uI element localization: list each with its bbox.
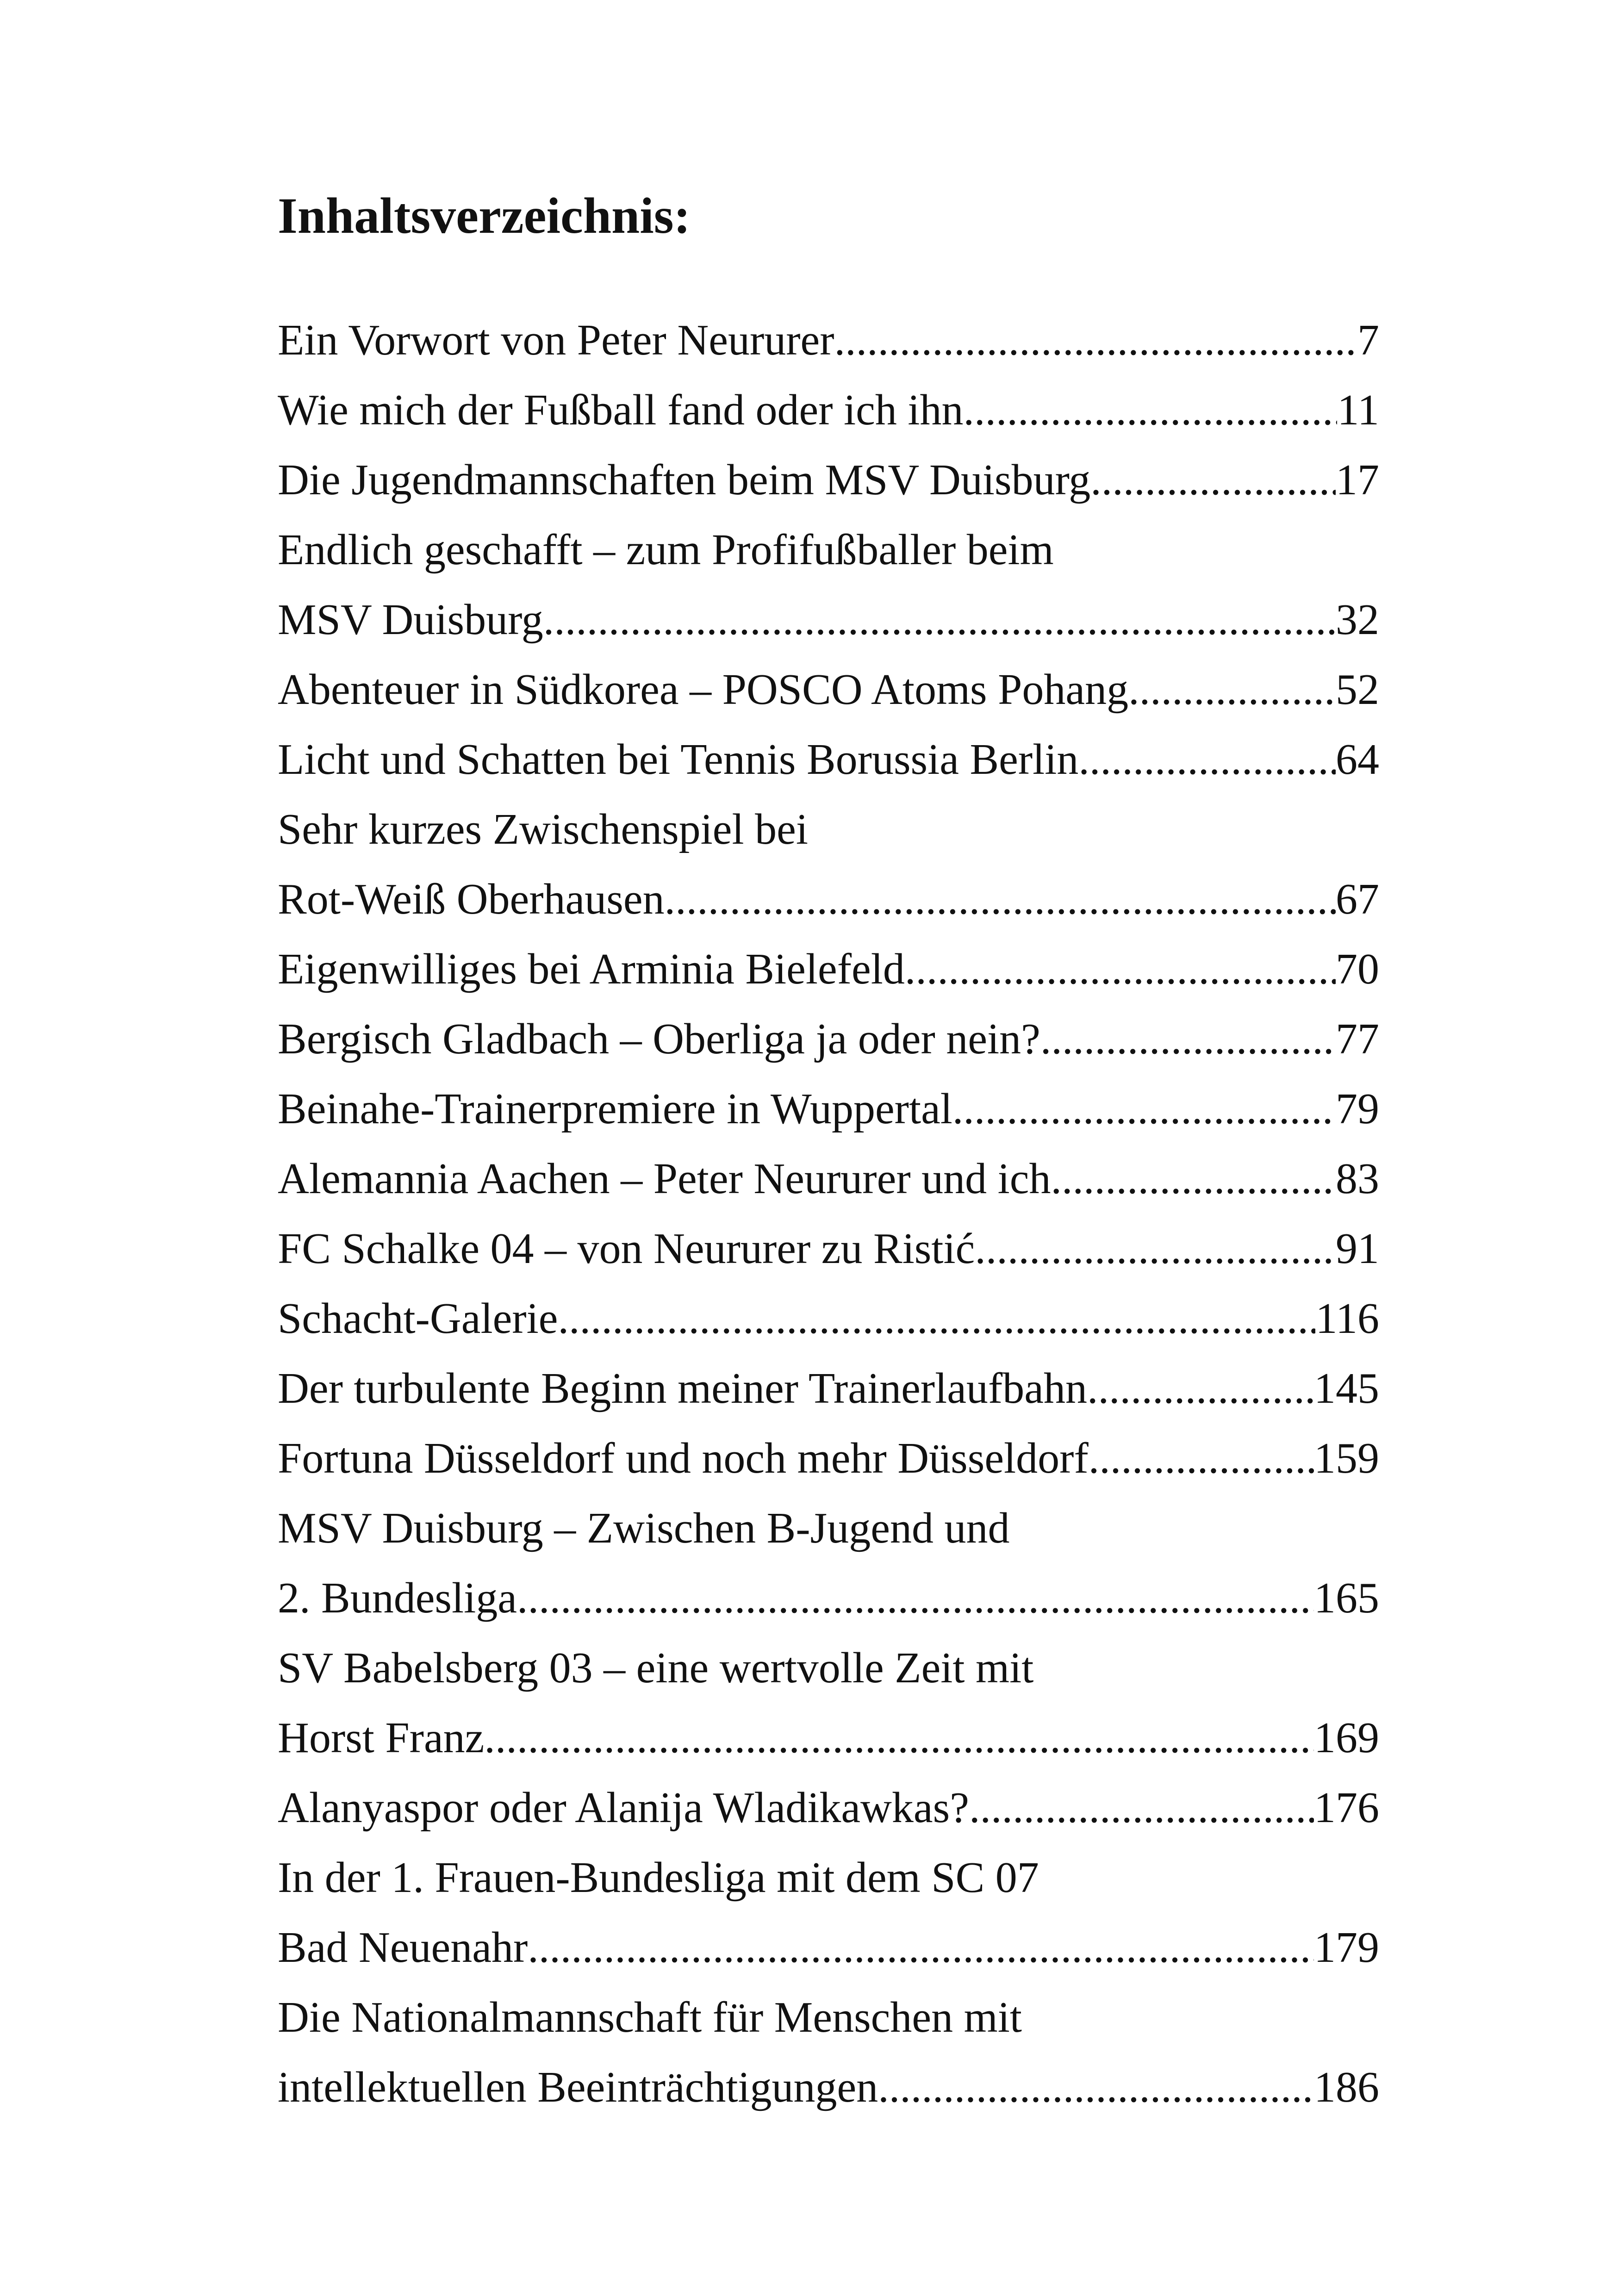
toc-dot-leader: [665, 865, 1336, 934]
toc-entry-title: Fortuna Düsseldorf und noch mehr Düsseldorf: [278, 1434, 1089, 1482]
toc-dot-leader: [1090, 445, 1336, 515]
toc-dot-leader: [1040, 1004, 1336, 1074]
toc-entry-title: Der turbulente Beginn meiner Trainerlaufbahn: [278, 1364, 1087, 1412]
toc-entry-title: MSV Duisburg: [278, 596, 543, 644]
toc-entry-line: [278, 1703, 1379, 1773]
toc-entry-line: [278, 1773, 1379, 1843]
toc-entry: [278, 1284, 1379, 1354]
toc-entry-line: [278, 1633, 1379, 1703]
toc-entry: [278, 1074, 1379, 1144]
toc-entry-line: [278, 1983, 1379, 2053]
toc-dot-leader: [975, 1214, 1336, 1284]
toc-entry-title: Rot-Weiß Oberhausen: [278, 875, 665, 923]
toc-entry: [278, 1424, 1379, 1493]
toc-entry-title: Ein Vorwort von Peter Neururer: [278, 316, 834, 364]
toc-entry-title: Bad Neuenahr: [278, 1923, 528, 1972]
toc-entry-line: [278, 1284, 1379, 1354]
toc-entry-title: Beinahe-Trainerpremiere in Wuppertal: [278, 1085, 952, 1133]
toc-entry: [278, 1493, 1379, 1633]
toc-entry: [278, 1983, 1379, 2122]
toc-page-number: 64: [1336, 735, 1379, 784]
toc-dot-leader: [517, 1563, 1314, 1633]
toc-entry-title: Endlich geschafft – zum Profifußballer beim: [278, 526, 1054, 574]
toc-page-number: 67: [1336, 875, 1379, 923]
toc-page-number: 91: [1336, 1225, 1379, 1273]
toc-entry: [278, 1354, 1379, 1424]
toc-entry-line: [278, 934, 1379, 1004]
toc-entry: [278, 655, 1379, 725]
toc-entry-title: Schacht-Galerie: [278, 1294, 558, 1343]
toc-entry-title: MSV Duisburg – Zwischen B-Jugend und: [278, 1504, 1010, 1552]
toc-dot-leader: [558, 1284, 1315, 1354]
toc-entry: [278, 725, 1379, 795]
toc-entry-line: [278, 1004, 1379, 1074]
toc-entry-line: [278, 1074, 1379, 1144]
toc-entry-title: Wie mich der Fußball fand oder ich ihn: [278, 386, 964, 434]
toc-entry-line: [278, 1144, 1379, 1214]
toc-entry-line: [278, 305, 1379, 375]
toc-dot-leader: [1089, 1424, 1314, 1493]
toc-dot-leader: [528, 1913, 1314, 1983]
toc-entry-line: [278, 865, 1379, 934]
toc-dot-leader: [1078, 725, 1336, 795]
toc-entry-title: Horst Franz: [278, 1714, 485, 1762]
toc-dot-leader: [543, 585, 1336, 655]
toc-dot-leader: [834, 305, 1357, 375]
toc-dot-leader: [952, 1074, 1336, 1144]
toc-entry-title: Die Jugendmannschaften beim MSV Duisburg: [278, 456, 1091, 504]
toc-entry-line: [278, 375, 1379, 445]
toc-entry-title: intellektuellen Beeinträchtigungen: [278, 2063, 878, 2111]
toc-page-number: 179: [1314, 1923, 1379, 1972]
toc-page-number: 17: [1336, 456, 1379, 504]
table-of-contents: [278, 305, 1379, 2122]
toc-entry-title: Bergisch Gladbach – Oberliga ja oder nein?: [278, 1015, 1040, 1063]
toc-entry-line: [278, 1354, 1379, 1424]
toc-entry-line: [278, 515, 1379, 585]
toc-entry: [278, 375, 1379, 445]
toc-page-number: 32: [1336, 596, 1379, 644]
toc-entry-title: Sehr kurzes Zwischenspiel bei: [278, 805, 808, 853]
toc-dot-leader: [1051, 1144, 1336, 1214]
toc-page-number: 116: [1315, 1294, 1379, 1343]
toc-entry-title: 2. Bundesliga: [278, 1574, 517, 1622]
toc-entry-line: [278, 1913, 1379, 1983]
toc-entry-line: [278, 655, 1379, 725]
toc-entry-line: [278, 585, 1379, 655]
toc-entry-line: [278, 1493, 1379, 1563]
toc-entry: [278, 1214, 1379, 1284]
toc-entry: [278, 305, 1379, 375]
toc-page-number: 165: [1314, 1574, 1379, 1622]
toc-entry: [278, 445, 1379, 515]
toc-page-number: 83: [1336, 1155, 1379, 1203]
toc-entry-line: [278, 1424, 1379, 1493]
toc-entry: [278, 1843, 1379, 1983]
toc-entry-title: Abenteuer in Südkorea – POSCO Atoms Pohang: [278, 666, 1129, 714]
toc-dot-leader: [484, 1703, 1314, 1773]
toc-entry-title: FC Schalke 04 – von Neururer zu Ristić: [278, 1225, 975, 1273]
toc-dot-leader: [905, 934, 1336, 1004]
toc-entry: [278, 934, 1379, 1004]
toc-entry-title: Alemannia Aachen – Peter Neururer und ich: [278, 1155, 1051, 1203]
toc-entry-line: [278, 445, 1379, 515]
toc-page-number: 7: [1357, 316, 1379, 364]
toc-entry: [278, 1633, 1379, 1773]
toc-entry: [278, 1004, 1379, 1074]
toc-entry-line: [278, 725, 1379, 795]
toc-entry: [278, 1773, 1379, 1843]
toc-entry: [278, 1144, 1379, 1214]
toc-entry: [278, 795, 1379, 934]
toc-page-number: 186: [1314, 2063, 1379, 2111]
toc-page-number: 145: [1314, 1364, 1379, 1412]
toc-dot-leader: [1087, 1354, 1314, 1424]
toc-entry-title: In der 1. Frauen-Bundesliga mit dem SC 07: [278, 1854, 1039, 1902]
toc-page-number: 77: [1336, 1015, 1379, 1063]
toc-entry: [278, 515, 1379, 655]
toc-entry-line: [278, 1214, 1379, 1284]
toc-entry-line: [278, 1563, 1379, 1633]
toc-entry-title: Die Nationalmannschaft für Menschen mit: [278, 1993, 1022, 2041]
toc-page-number: 176: [1314, 1784, 1379, 1832]
toc-entry-title: Alanyaspor oder Alanija Wladikawkas?: [278, 1784, 969, 1832]
toc-entry-title: SV Babelsberg 03 – eine wertvolle Zeit mit: [278, 1644, 1034, 1692]
page-title: Inhaltsverzeichnis:: [278, 187, 691, 244]
toc-dot-leader: [969, 1773, 1314, 1843]
toc-page-number: 159: [1314, 1434, 1379, 1482]
toc-dot-leader: [1128, 655, 1336, 725]
toc-page-number: 52: [1336, 666, 1379, 714]
toc-entry-line: [278, 795, 1379, 865]
toc-entry-line: [278, 2053, 1379, 2122]
toc-entry-line: [278, 1843, 1379, 1913]
toc-entry-title: Licht und Schatten bei Tennis Borussia Berlin: [278, 735, 1079, 784]
toc-dot-leader: [878, 2053, 1314, 2122]
toc-page-number: 79: [1336, 1085, 1379, 1133]
toc-page-number: 70: [1336, 945, 1379, 993]
toc-page-number: 169: [1314, 1714, 1379, 1762]
toc-page-number: 11: [1337, 386, 1379, 434]
toc-entry-title: Eigenwilliges bei Arminia Bielefeld: [278, 945, 905, 993]
toc-dot-leader: [964, 375, 1338, 445]
